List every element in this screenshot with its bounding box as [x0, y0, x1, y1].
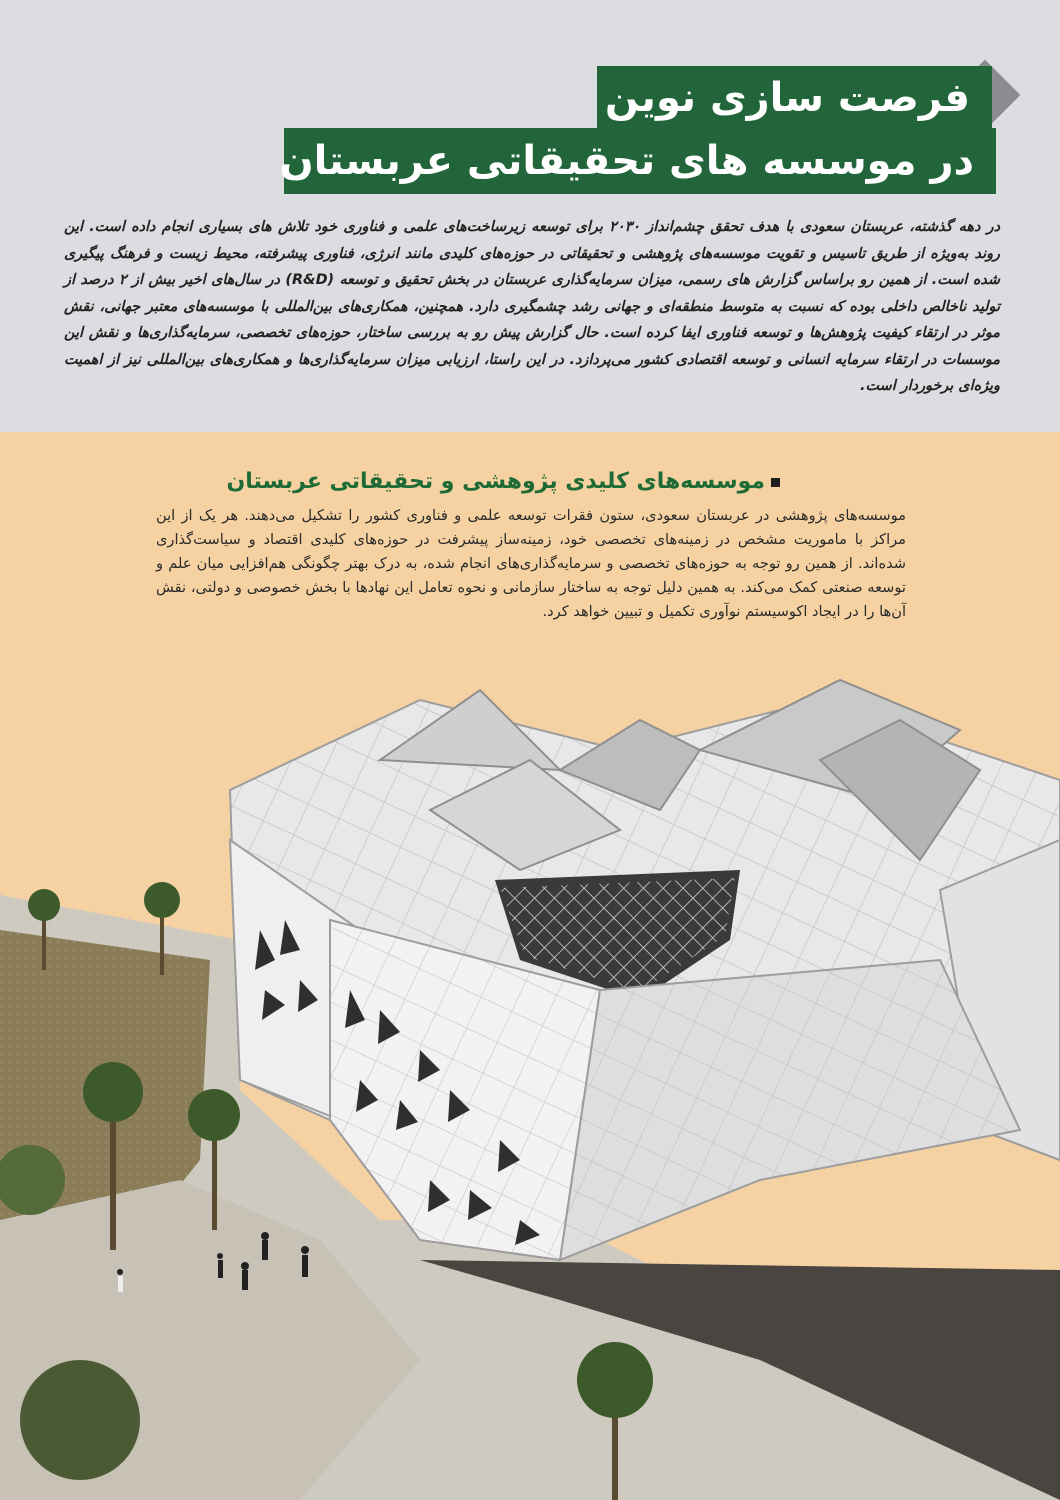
section-paragraph: موسسه‌های پژوهشی در عربستان سعودی، ستون فقرات توسعه علمی و فناوری کشور را تشکیل می‌دهند. هر یک از این مراکز با ماموریت مشخص در زمینه‌های تخصصی خود، زمینه‌ساز پیشرفت در حوزه‌های کلیدی اقتصاد و سیاست‌گذاری شده‌اند. از همین رو توجه به حوزه‌های تخصصی و سرمایه‌گذاری‌های انجام شده، به درک بهتر چگونگی هم‌افزایی میان علم و توسعه صنعتی کمک می‌کند. به همین دلیل توجه به ساختار سازمانی و نحوه تعامل این نهادها با بخش خصوصی و دولتی، نقش آن‌ها را در ایجاد اکوسیستم نوآوری تکمیل و تبیین خواهد کرد. — [156, 507, 906, 620]
section-heading — [226, 462, 780, 502]
title-line-2: در موسسه های تحقیقاتی عربستان — [284, 128, 996, 194]
building-photo — [0, 660, 1060, 1500]
section-heading-text: موسسه‌های کلیدی پژوهشی و تحقیقاتی عربستان — [226, 469, 765, 494]
title-line-1: فرصت سازی نوین — [597, 66, 992, 130]
intro-paragraph: در دهه گذشته، عربستان سعودی با هدف تحقق چشم‌انداز ۲۰۳۰ برای توسعه زیرساخت‌های علمی و فناوری خود تلاش های بسیاری انجام داده است. این روند به‌ویژه از طریق تاسیس و تقویت موسسه‌های پژوهشی و تحقیقاتی در حوزه‌های کلیدی مانند انرژی، فناوری پیشرفته، محیط زیست و فرهنگ پیگیری شده است. از همین رو براساس گزارش های رسمی، میزان سرمایه‌گذاری عربستان در بخش تحقیق و توسعه (R&D) در سال‌های اخیر بیش از ۲ درصد از تولید ناخالص داخلی بوده که نسبت به متوسط منطقه‌ای و جهانی رشد چشمگیری دارد. همچنین، همکاری‌های بین‌المللی با موسسه‌های معتبر جهانی، نقش موثر در ارتقاء کیفیت پژوهش‌ها و توسعه فناوری ایفا کرده است. حال گزارش پیش رو به بررسی ساختار، حوزه‌های تخصصی، سرمایه‌گذاری‌ها و نقش این موسسات در ارتقاء سرمایه انسانی و توسعه اقتصادی کشور می‌پردازد. در این راستا، ارزیابی میزان سرمایه‌گذاری‌ها و همکاری‌های بین‌المللی نیز از اهمیت ویژه‌ای برخوردار است. — [64, 219, 1000, 394]
bullet-square-icon — [771, 478, 780, 487]
